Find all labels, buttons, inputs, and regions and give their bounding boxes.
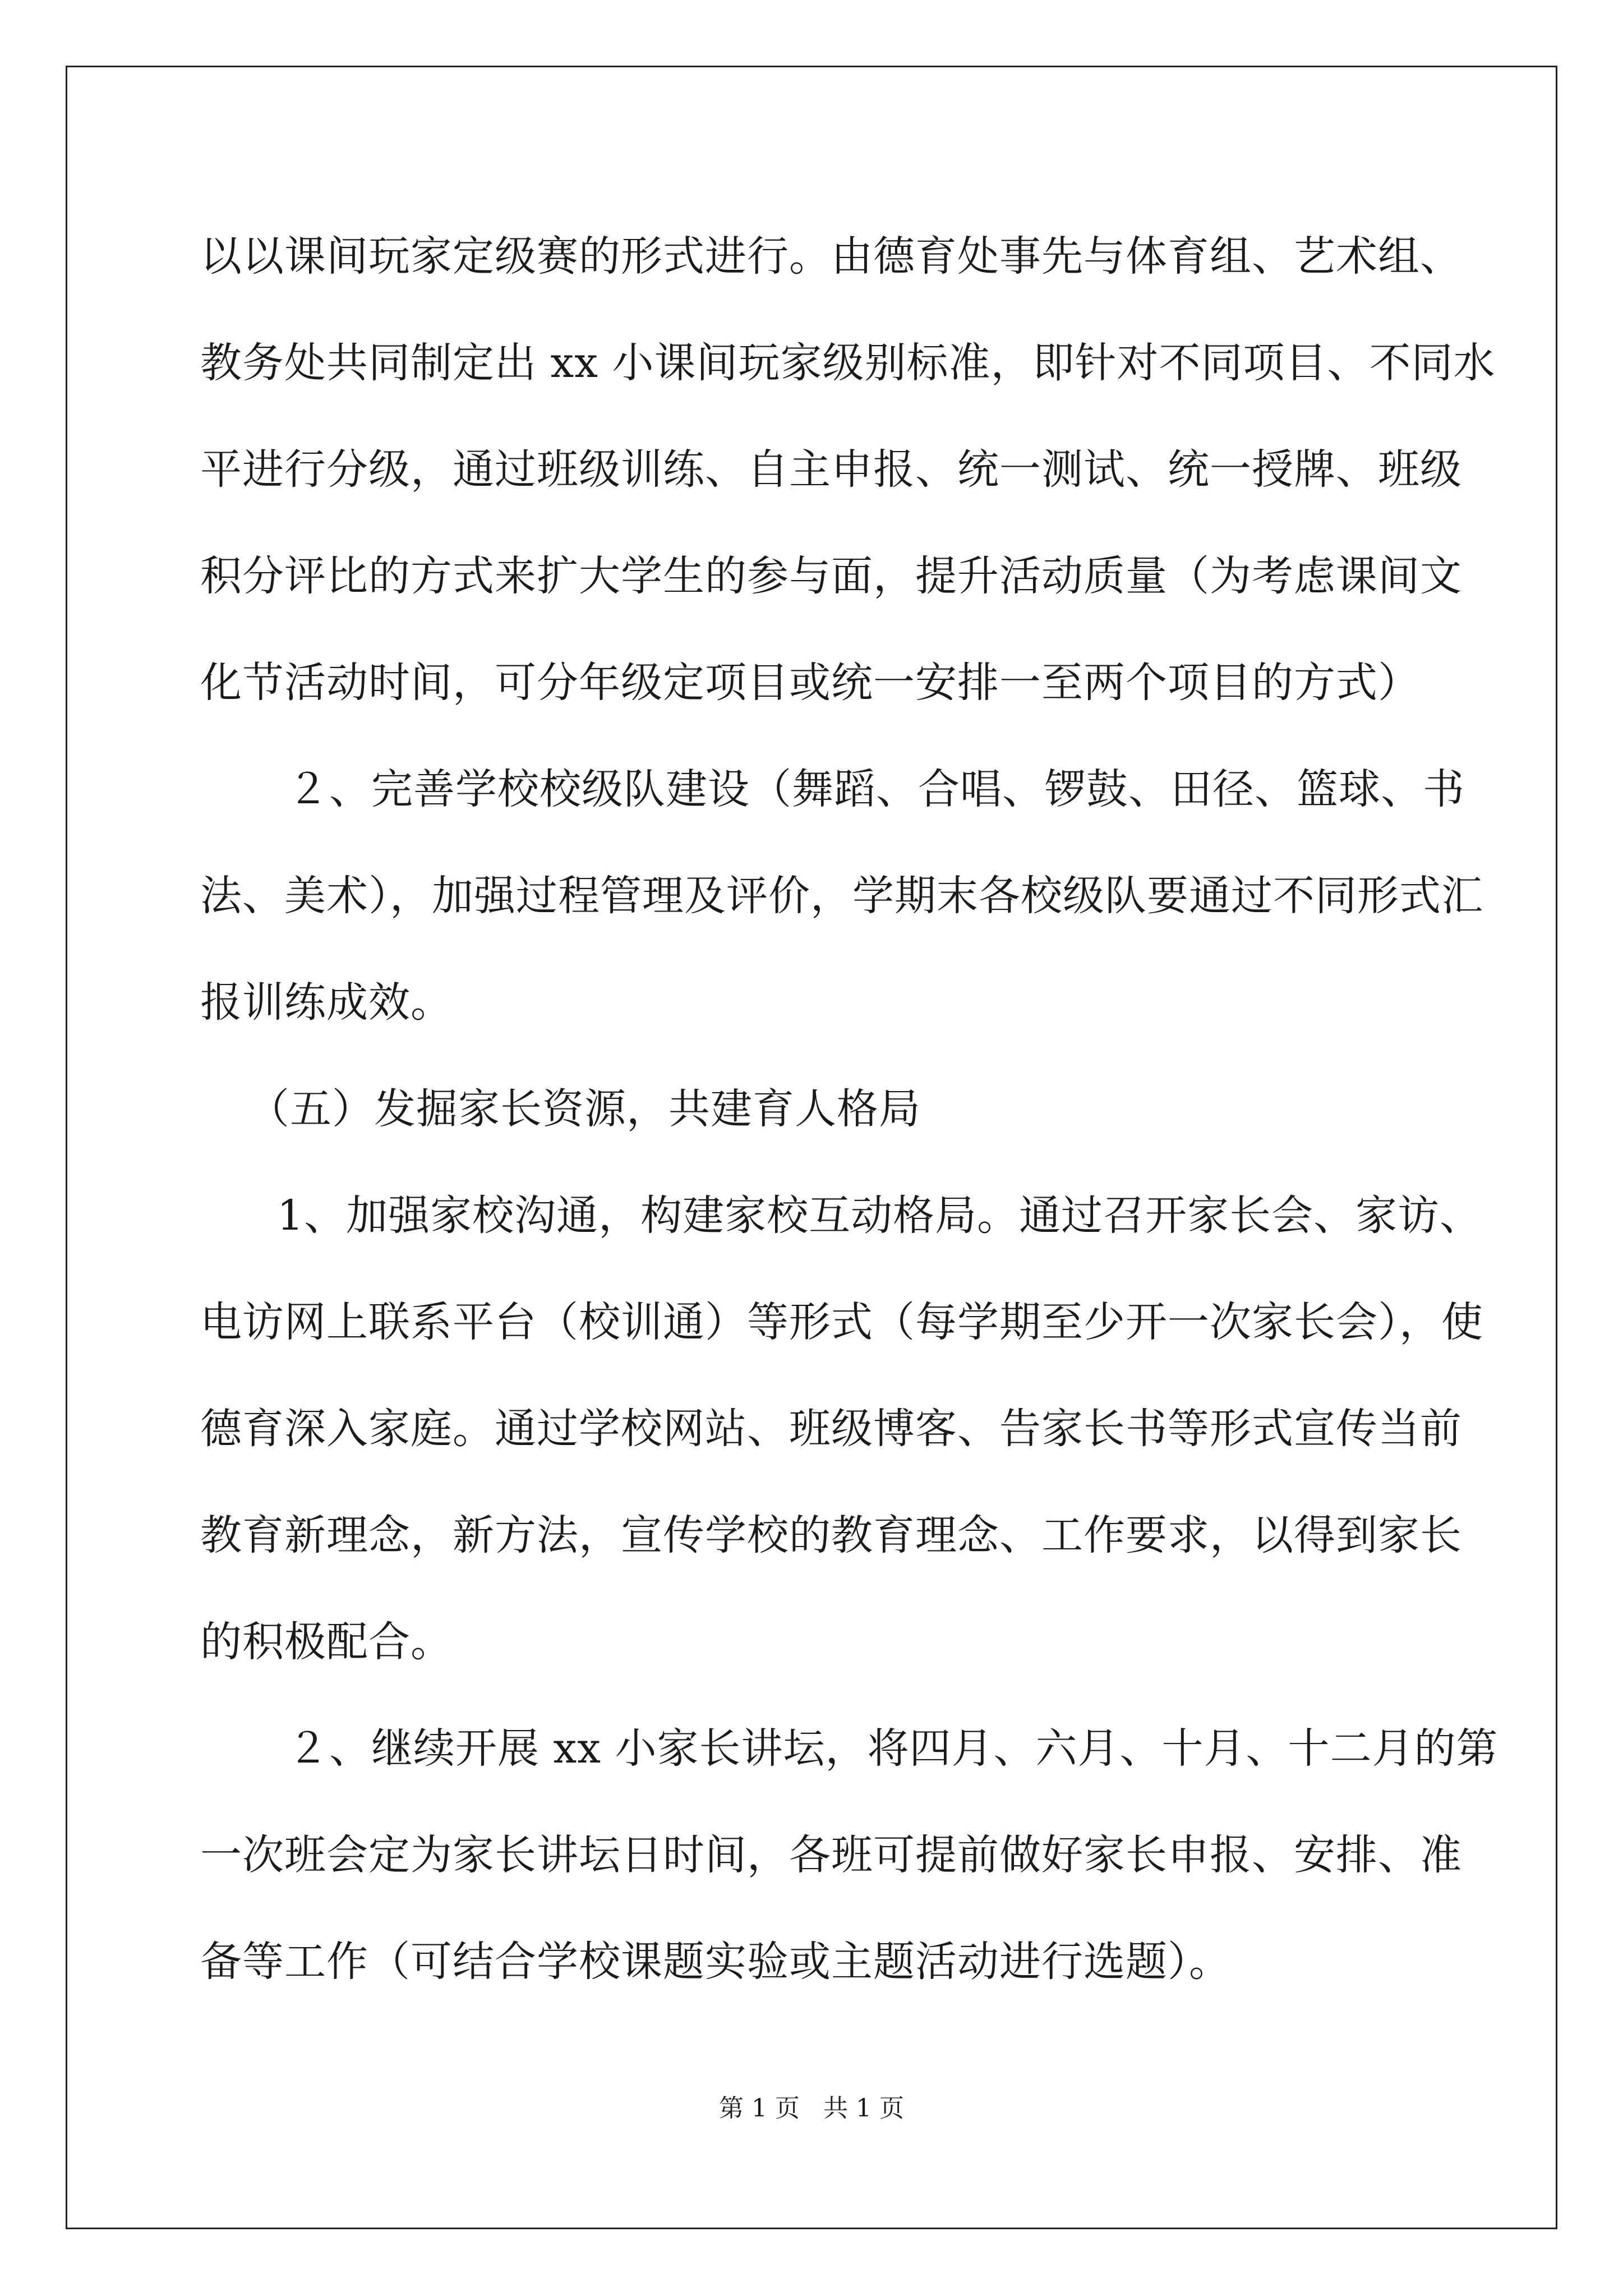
text-line: 化节活动时间，可分年级定项目或统一安排一至两个项目的方式） [200,659,1420,707]
paragraph-3 [200,1162,1483,1695]
paragraph-1 [200,203,1496,736]
text-line: 教育新理念，新方法，宣传学校的教育理念、工作要求，以得到家长 [200,1511,1462,1559]
text-line: 电访网上联系平台（校训通）等形式（每学期至少开一次家长会），使 [200,1298,1483,1346]
text-line: 德育深入家庭。通过学校网站、班级博客、告家长书等形式宣传当前 [200,1405,1462,1453]
paragraph-4 [200,1695,1498,2015]
section-heading [200,1056,1434,1162]
text-line: 积分评比的方式来扩大学生的参与面，提升活动质量（为考虑课间文 [200,552,1462,600]
text-line: 的积极配合。 [200,1618,453,1666]
text-line: 平进行分级，通过班级训练、自主申报、统一测试、统一授牌、班级 [200,445,1462,494]
heading-line: （五）发掘家长资源，共建育人格局 [248,1085,921,1133]
document-body [200,203,1498,2015]
text-line: 备等工作（可结合学校课题实验或主题活动进行选题）。 [200,1938,1231,1986]
text-line: ２、完善学校校级队建设（舞蹈、合唱、锣鼓、田径、篮球、书 [287,765,1465,813]
text-line: 一次班会定为家长讲坛日时间，各班可提前做好家长申报、安排、准 [200,1831,1462,1879]
text-line: ２、继续开展 xx 小家长讲坛，将四月、六月、十月、十二月的第 [287,1724,1498,1773]
text-line: 以以课间玩家定级赛的形式进行。由德育处事先与体育组、艺术组、 [200,232,1462,280]
paragraph-2 [200,736,1483,1056]
page-footer: 第 1 页 共 1 页 [719,2094,904,2123]
text-line: 法、美术），加强过程管理及评价，学期末各校级队要通过不同形式汇 [200,872,1483,920]
text-line: 1、加强家校沟通，构建家校互动格局。通过召开家长会、家访、 [277,1191,1482,1240]
text-line: 教务处共同制定出 xx 小课间玩家级别标准，即针对不同项目、不同水 [200,339,1496,387]
text-line: 报训练成效。 [200,978,453,1027]
